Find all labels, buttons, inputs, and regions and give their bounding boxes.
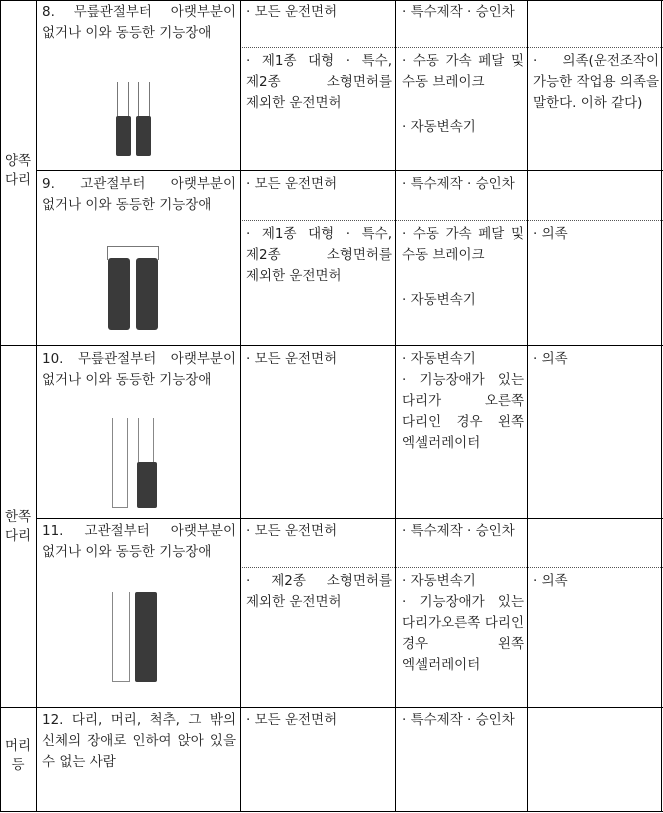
license-text: · 모든 운전면허 xyxy=(246,4,338,20)
license-text: · 모든 운전면허 xyxy=(246,176,338,192)
condition-item: · 수동 가속 페달 및 수동 브레이크 xyxy=(402,226,524,263)
condition-item: · 자동변속기 xyxy=(402,292,476,308)
column-divider xyxy=(240,0,241,811)
condition-item: · 자동변속기 xyxy=(402,573,476,589)
condition-item: · 수동 가속 페달 및 수동 브레이크 xyxy=(402,53,524,90)
group-label-one-leg: 한쪽 다리 xyxy=(4,509,32,544)
table-border-bottom xyxy=(0,811,663,812)
row-divider xyxy=(240,220,663,221)
legs-amputated-below-knees-figure xyxy=(112,82,156,158)
license-text: · 제1종 대형 · 특수, 제2종 소형면허를 제외한 운전면허 xyxy=(246,226,392,284)
license-text: · 모든 운전면허 xyxy=(246,351,338,367)
license-text: · 제2종 소형면허를 제외한 운전면허 xyxy=(246,573,392,610)
license-text: · 제1종 대형 · 특수, 제2종 소형면허를 제외한 운전면허 xyxy=(246,53,392,111)
condition-item: · 특수제작 · 승인차 xyxy=(402,712,515,728)
condition-item: · 기능장애가 있는 다리가 오른쪽 다리인 경우 왼쪽 엑셀러레이터 xyxy=(402,372,524,451)
condition-item: · 특수제작 · 승인차 xyxy=(402,4,515,20)
row-divider xyxy=(240,47,663,48)
condition-text-row9: 9. 고관절부터 아랫부분이 없거나 이와 동등한 기능장애 xyxy=(42,176,236,213)
aid-text: · 의족 xyxy=(533,351,568,367)
condition-item: · 특수제작 · 승인차 xyxy=(402,176,515,192)
row-divider xyxy=(37,518,663,519)
row-divider xyxy=(0,345,663,346)
group-label-head: 머리 등 xyxy=(4,738,32,773)
table-border-left xyxy=(0,0,1,811)
aid-text: · 의족 xyxy=(533,226,568,242)
row-divider xyxy=(37,170,663,171)
row-divider xyxy=(0,707,663,708)
column-divider xyxy=(527,0,528,811)
condition-item: · 자동변속기 xyxy=(402,119,476,135)
column-divider xyxy=(395,0,396,811)
condition-text-row8: 8. 무릎관절부터 아랫부분이 없거나 이와 동등한 기능장애 xyxy=(42,4,236,41)
condition-item: · 자동변속기 xyxy=(402,351,476,367)
condition-item: · 특수제작 · 승인차 xyxy=(402,523,515,539)
one-leg-amputated-below-hip-figure xyxy=(104,592,164,684)
aid-text: · 의족 xyxy=(533,573,568,589)
column-divider xyxy=(36,0,37,811)
row-divider xyxy=(240,567,663,568)
aid-text: · 의족(운전조작이 가능한 작업용 의족을 말한다. 이하 같다) xyxy=(533,53,659,111)
group-label-both-legs: 양쪽 다리 xyxy=(4,153,32,188)
table-border-top xyxy=(0,0,663,1)
condition-text-row11: 11. 고관절부터 아랫부분이 없거나 이와 동등한 기능장애 xyxy=(42,523,236,560)
condition-text-row12: 12. 다리, 머리, 척추, 그 밖의 신체의 장애로 인하여 앉아 있을 수 없는 사람 xyxy=(42,712,236,770)
condition-item: · 기능장애가 있는 다리가오른쪽 다리인 경우 왼쪽 엑셀러레이터 xyxy=(402,594,524,673)
table-border-right xyxy=(661,0,662,811)
condition-text-row10: 10. 무릎관절부터 아랫부분이 없거나 이와 동등한 기능장애 xyxy=(42,351,236,388)
license-text: · 모든 운전면허 xyxy=(246,523,338,539)
one-leg-amputated-below-knee-figure xyxy=(104,418,164,510)
legs-amputated-below-hips-figure xyxy=(106,246,160,332)
license-text: · 모든 운전면허 xyxy=(246,712,338,728)
